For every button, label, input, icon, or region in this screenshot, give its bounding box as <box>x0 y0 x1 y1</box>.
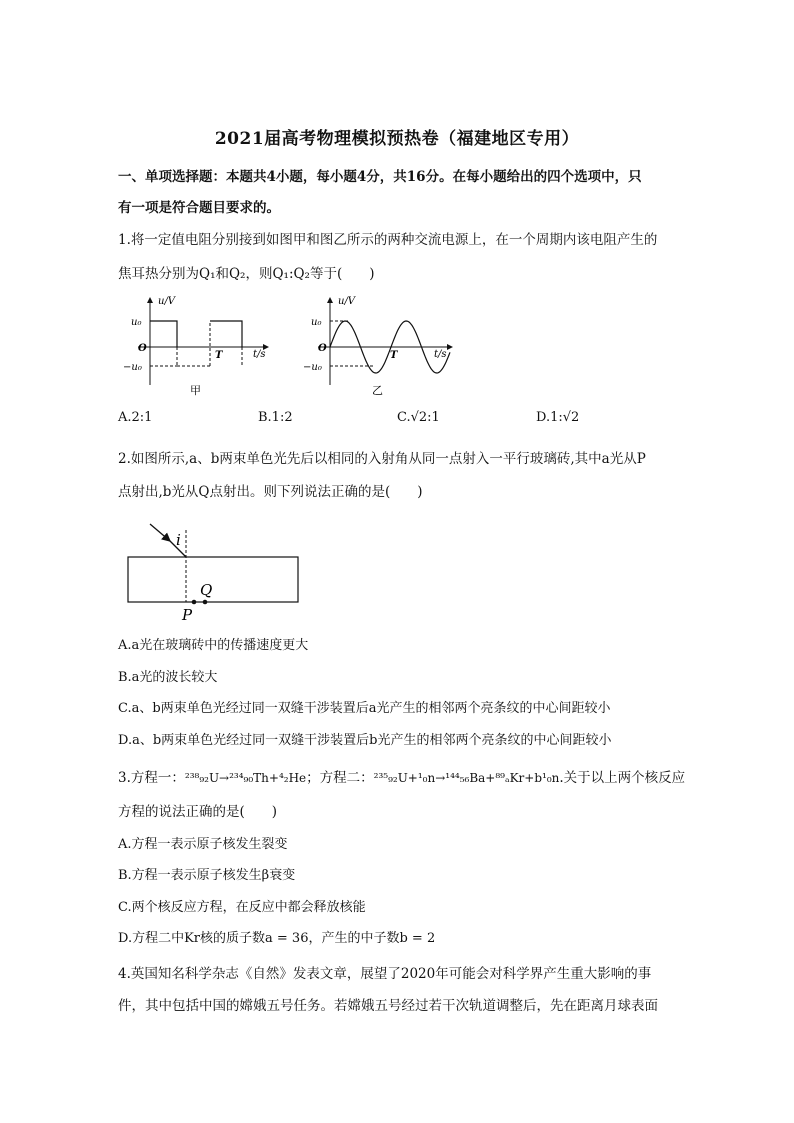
q3-option-b: B.方程一表示原子核发生β衰变 <box>118 868 296 883</box>
q1-option-c: C.√2:1 <box>397 410 440 425</box>
q2-option-d: D.a、b两束单色光经过同一双缝干涉装置后b光产生的相邻两个亮条纹的中心间距较小 <box>118 733 612 748</box>
q4-text-line-2: 件，其中包括中国的嫦娥五号任务。若嫦娥五号经过若干次轨道调整后，先在距离月球表面 <box>118 998 658 1014</box>
yi-axis-y-label: u/V <box>338 296 356 307</box>
q3-text-line-1 <box>118 766 686 786</box>
q3-option-c: C.两个核反应方程，在反应中都会释放核能 <box>118 900 366 915</box>
q3-option-a: A.方程一表示原子核发生裂变 <box>118 837 288 852</box>
section-heading-line-2: 有一项是符合题目要求的。 <box>118 200 280 216</box>
q2-option-b: B.a光的波长较大 <box>118 670 218 685</box>
jia-axis-x-label: t/s <box>253 349 266 360</box>
incident-angle-label: i <box>176 531 181 549</box>
point-q <box>203 600 208 605</box>
q1-option-b: B.1:2 <box>258 410 293 425</box>
point-p <box>192 600 197 605</box>
point-p-label: P <box>182 606 193 624</box>
yi-u0-label: u₀ <box>311 317 322 328</box>
yi-axis-x-label: t/s <box>434 349 447 360</box>
q2-option-a: A.a光在玻璃砖中的传播速度更大 <box>118 638 309 653</box>
jia-u0-label: u₀ <box>131 317 142 328</box>
q1-option-d: D.1:√2 <box>536 410 580 425</box>
q1-text-line-2: 焦耳热分别为Q₁和Q₂，则Q₁:Q₂等于( ) <box>118 266 375 282</box>
q3-equation-2: ²³⁵₉₂U+¹₀n→¹⁴⁴₅₆Ba+⁸⁹ₐKr+b¹₀n <box>373 771 560 785</box>
q3-prefix: 3.方程一： <box>118 770 185 786</box>
glass-brick <box>128 557 298 602</box>
point-q-label: Q <box>200 581 213 599</box>
q3-equation-1: ²³⁸₉₂U→²³⁴₉₀Th+⁴₂He <box>184 771 307 785</box>
section-heading-line-1: 一、单项选择题：本题共4小题，每小题4分，共16分。在每小题给出的四个选项中，只 <box>118 169 642 185</box>
page-title: 2021届高考物理模拟预热卷（福建地区专用） <box>214 129 580 149</box>
q1-option-a: A.2:1 <box>118 410 153 425</box>
jia-caption: 甲 <box>190 384 201 397</box>
q2-option-c: C.a、b两束单色光经过同一双缝干涉装置后a光产生的相邻两个亮条纹的中心间距较小 <box>118 701 611 716</box>
yi-neg-u0-label: −u₀ <box>303 362 322 373</box>
yi-period-label: T <box>390 350 398 361</box>
jia-neg-u0-label: −u₀ <box>123 362 142 373</box>
q2-text-line-1: 2.如图所示,a、b两束单色光先后以相同的入射角从同一点射入一平行玻璃砖,其中a光从P <box>118 451 646 467</box>
q2-text-line-2: 点射出,b光从Q点射出。则下列说法正确的是( ) <box>118 484 423 500</box>
q2-glass-brick-figure <box>118 512 318 631</box>
q1-text-line-1: 1.将一定值电阻分别接到如图甲和图乙所示的两种交流电源上，在一个周期内该电阻产生的 <box>118 232 658 248</box>
q4-text-line-1: 4.英国知名科学杂志《自然》发表文章，展望了2020年可能会对科学界产生重大影响的事 <box>118 966 652 982</box>
jia-axis-y-label: u/V <box>158 296 176 307</box>
yi-caption: 乙 <box>372 384 383 397</box>
q1-figure-jia <box>118 290 278 404</box>
q3-suffix: .关于以上两个核反应 <box>559 770 686 786</box>
q3-mid: ；方程二： <box>306 770 374 786</box>
q3-text-line-2: 方程的说法正确的是( ) <box>118 804 278 820</box>
q1-figure-yi <box>292 290 462 404</box>
jia-period-label: T <box>215 350 223 361</box>
yi-origin-label: O <box>318 343 327 354</box>
q3-option-d: D.方程二中Kr核的质子数a = 36，产生的中子数b = 2 <box>118 931 436 946</box>
jia-origin-label: O <box>138 343 147 354</box>
